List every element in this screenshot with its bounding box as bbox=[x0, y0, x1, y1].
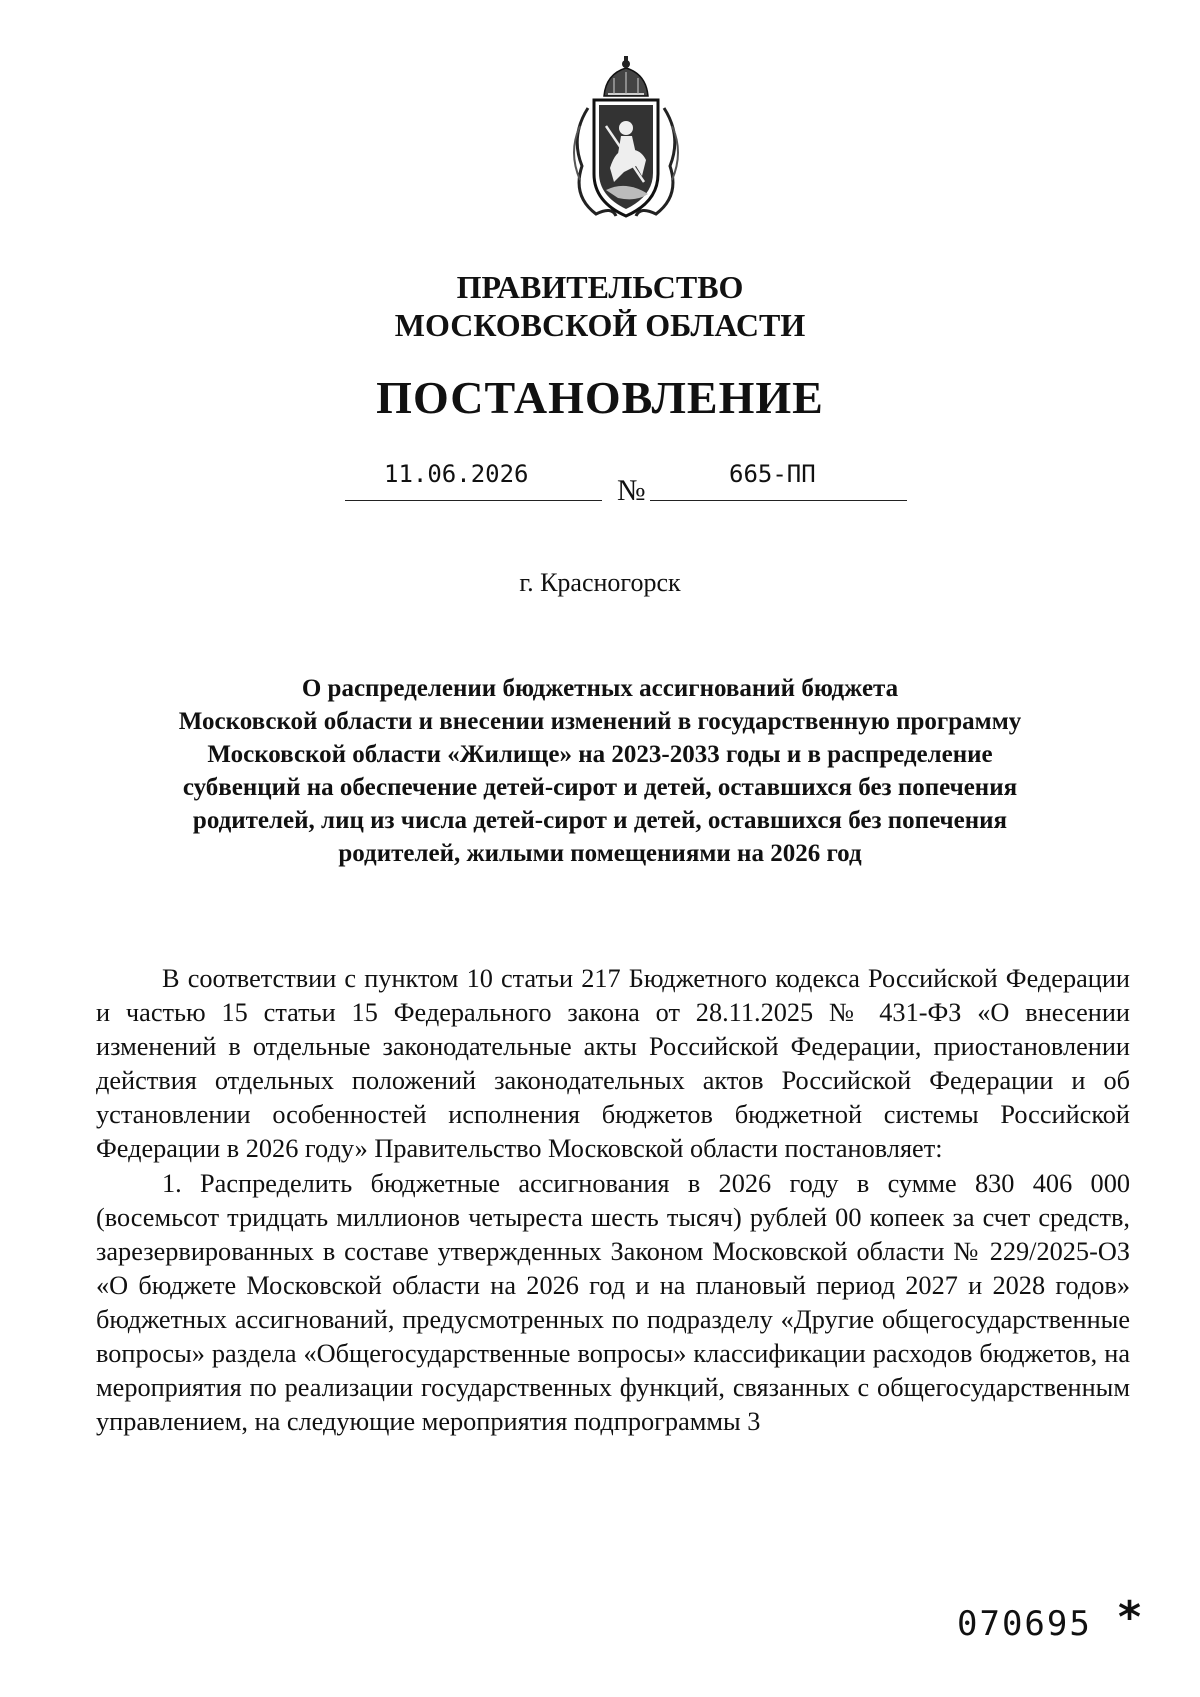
number-underline bbox=[650, 500, 907, 501]
asterisk-mark: * bbox=[1118, 1592, 1142, 1643]
document-number: 665-ПП bbox=[729, 460, 816, 488]
title-line: Московской области и внесении изменений в государственную программу bbox=[178, 708, 1022, 735]
clause-1-paragraph: 1. Распределить бюджетные ассигнования в 2026 году в сумме 830 406 000 (восемьсот тридцать миллионов четыреста шесть тысяч) рублей 00 копеек за счет средств, зарезервированных в составе утвержденных Законом Московской области № 229/2025-ОЗ «О бюджете Московской области на 2026 год и на плановый период 2027 и 2028 годов» бюджетных ассигнований, предусмотренных по подразделу «Другие общегосударственные вопросы» раздела «Общегосударственные вопросы» классификации расходов бюджетов, на мероприятия по реализации государственных функций, связанных с общегосударственным управлением, на следующие мероприятия подпрограммы 3 bbox=[96, 1168, 1130, 1437]
moscow-region-coat-of-arms-icon bbox=[566, 56, 686, 226]
document-city: г. Красногорск bbox=[519, 568, 681, 597]
title-line: О распределении бюджетных ассигнований бюджета bbox=[301, 675, 899, 702]
document-date: 11.06.2026 bbox=[384, 460, 529, 488]
preamble-paragraph: В соответствии с пунктом 10 статьи 217 Бюджетного кодекса Российской Федерации и частью 15 статьи 15 Федерального закона от 28.11.2025 № 431-ФЗ «О внесении изменений в отдельные законодательные акты Российской Федерации, приостановлении действия отдельных положений законодательных актов Российской Федерации и об установлении особенностей исполнения бюджетов бюджетной системы Российской Федерации в 2026 году» Правительство Московской области постановляет: bbox=[96, 964, 1130, 1164]
scan-number: 070695 bbox=[957, 1604, 1092, 1644]
title-line: родителей, жилыми помещениями на 2026 год bbox=[338, 840, 862, 867]
title-line: Московской области «Жилище» на 2023-2033 годы и в распределение bbox=[207, 741, 993, 768]
government-name-line1: ПРАВИТЕЛЬСТВО bbox=[456, 269, 744, 305]
government-name-line2: МОСКОВСКОЙ ОБЛАСТИ bbox=[394, 307, 806, 343]
number-sign: № bbox=[617, 474, 646, 507]
document-type: ПОСТАНОВЛЕНИЕ bbox=[376, 372, 824, 423]
document-title bbox=[120, 672, 1080, 870]
title-line: субвенций на обеспечение детей-сирот и детей, оставшихся без попечения bbox=[182, 774, 1018, 801]
date-underline bbox=[345, 500, 602, 501]
title-line: родителей, лиц из числа детей-сирот и детей, оставшихся без попечения bbox=[192, 807, 1008, 834]
document-body bbox=[96, 962, 1130, 1439]
